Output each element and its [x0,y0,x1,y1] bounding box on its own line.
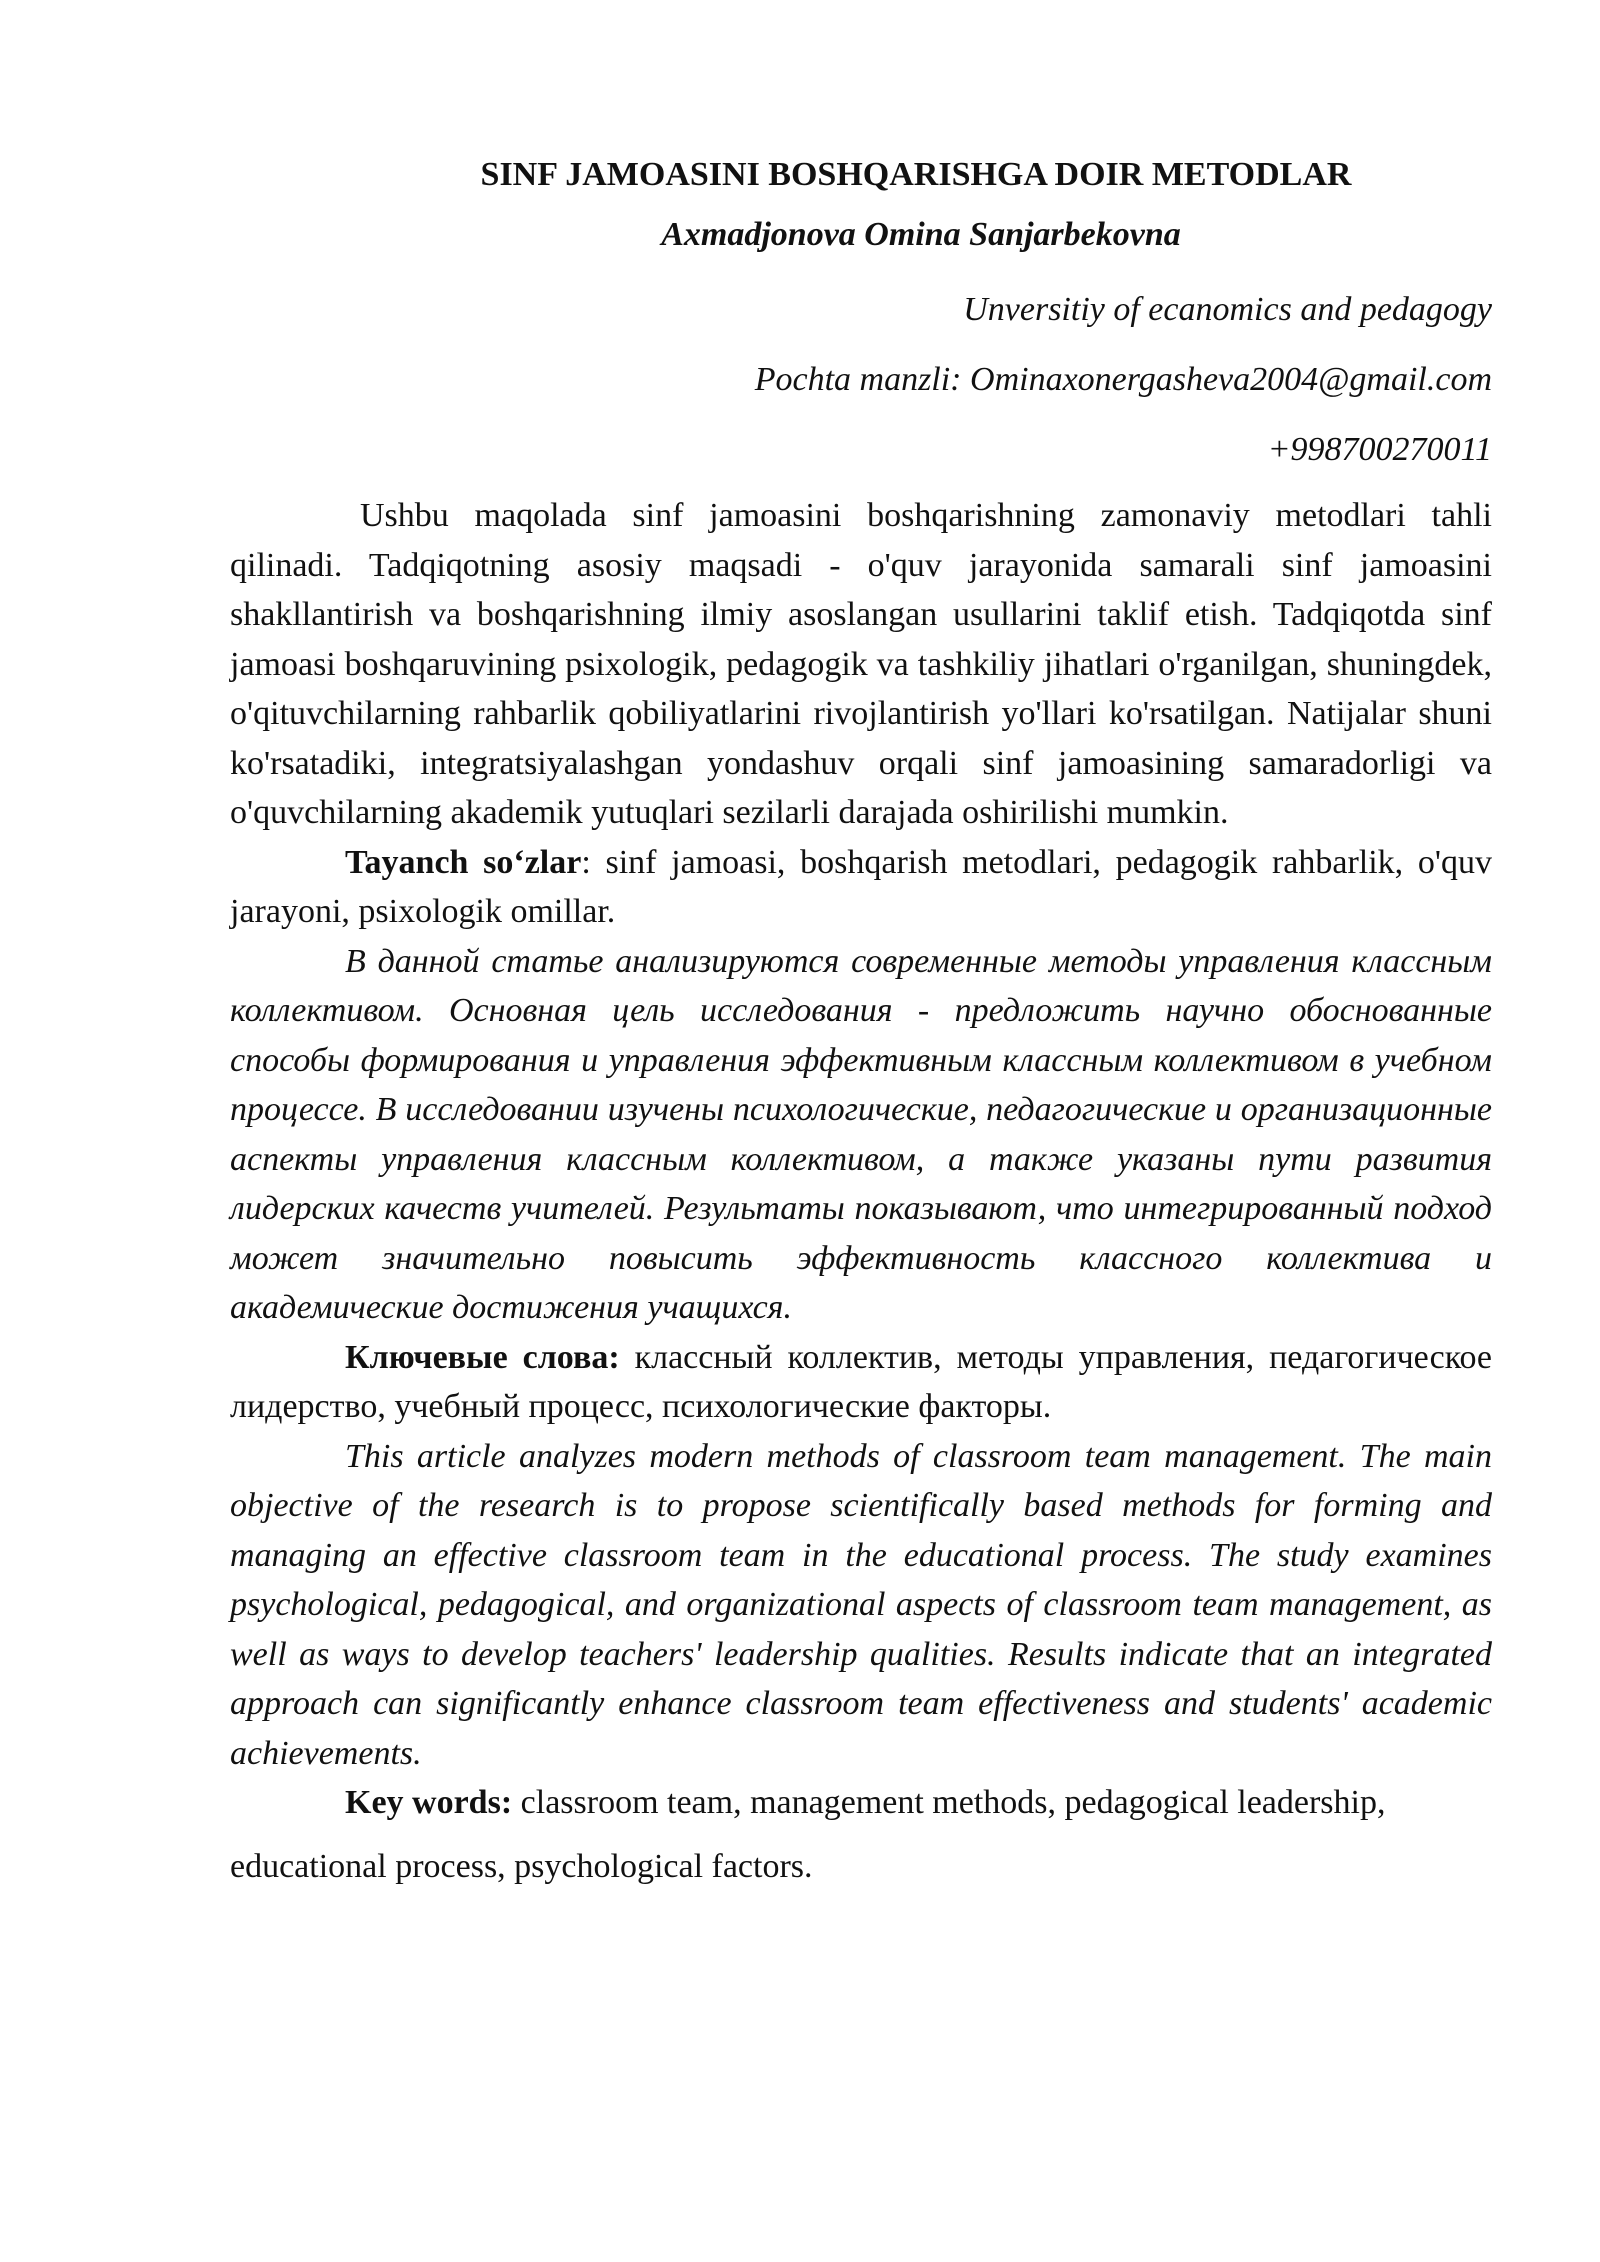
article-title: SINF JAMOASINI BOSHQARISHGA DOIR METODLAR [480,156,1352,193]
keywords-english-text: classroom team, management methods, pedagogical leadership, [512,1784,1386,1821]
keywords-english-continued: educational process, psychological factors. [230,1847,813,1885]
keywords-uzbek-text: : sinf jamoasi, boshqarish metodlari, pedagogik rahbarlik, o'quv jarayoni, psixologik omillar. [230,843,1492,930]
keywords-russian-text: классный коллектив, методы управления, педагогическое лидерство, учебный процесс, психологические факторы. [230,1338,1492,1425]
keywords-uzbek [230,838,1492,937]
phone-number: +998700270011 [1267,431,1492,468]
keywords-english [230,1778,1492,1828]
author-name: Axmadjonova Omina Sanjarbekovna [661,216,1181,253]
keywords-english-label: Key words: [345,1784,513,1821]
abstract-uzbek: Ushbu maqolada sinf jamoasini boshqarishning zamonaviy metodlari tahli qilinadi. Tadqiqotning asosiy maqsadi - o'quv jarayonida samarali sinf jamoasini shakllantirish va boshqarishning ilmiy asoslangan usullarini taklif etish. Tadqiqotda sinf jamoasi boshqaruvining psixologik, pedagogik va tashkiliy jihatlari o'rganilgan, shuningdek, o'qituvchilarning rahbarlik qobiliyatlarini rivojlantirish yo'llari ko'rsatilgan. Natijalar shuni ko'rsatadiki, integratsiyalashgan yondashuv orqali sinf jamoasining samaradorligi va o'quvchilarning akademik yutuqlari sezilarli darajada oshirilishi mumkin. [230,497,1492,831]
document-page [230,145,1492,1891]
abstract-english: This article analyzes modern methods of classroom team management. The main objective of the research is to propose scientifically based methods for forming and managing an effective classroom team in the educational process. The study examines psychological, pedagogical, and organizational aspects of classroom team management, as well as ways to develop teachers' leadership qualities. Results indicate that an integrated approach can significantly enhance classroom team effectiveness and students' academic achievements. [230,1437,1492,1772]
affiliation: Unversitiy of ecanomics and pedagogy [963,291,1492,328]
keywords-russian [230,1333,1492,1432]
email-line: Pochta manzli: Ominaxonergasheva2004@gmail.com [754,361,1492,398]
keywords-russian-label: Ключевые слова: [345,1338,620,1376]
keywords-uzbek-label: Tayanch so‘zlar [345,843,582,881]
abstract-russian: В данной статье анализируются современные методы управления классным коллективом. Основная цель исследования - предложить научно обоснованные способы формирования и управления эффективным классным коллективом в учебном процессе. В исследовании изучены психологические, педагогические и организационные аспекты управления классным коллективом, а также указаны пути развития лидерских качеств учителей. Результаты показывают, что интегрированный подход может значительно повысить эффективность классного коллектива и академические достижения учащихся. [230,942,1492,1326]
